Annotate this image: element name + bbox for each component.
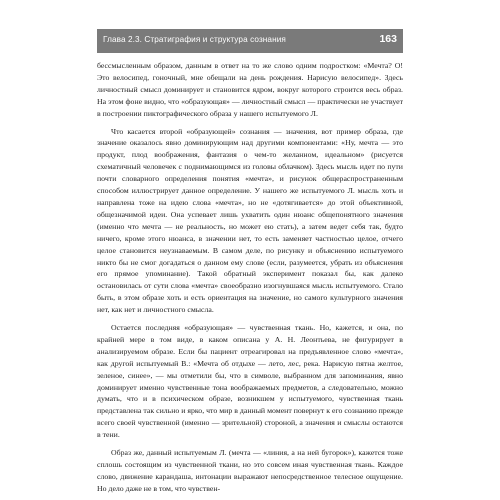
paragraph: Образ же, данный испытуемым Л. (мечта — «линия, а на ней бугорок»), кажется тоже сплошь состоящим из чувственной ткани, но это совсем иная чувственная ткань. Каждое слово, движение карандаша, интонации выражают непосредственное телесное ощущение. Но дело даже не в том, что чувствен- <box>97 448 403 493</box>
paragraph: Что касается второй «образующей» сознания — значения, вот пример образа, где значение оказалось явно доминирующим над другими компонентами: «Ну, мечта — это продукт, плод воображения, фантазия о чем-то желанном, идеальном» (рисуется схематичный человечек с поднимающимся из головы облачком). Здесь мысль идет по пути почти словарного определения понятия «мечта», и рисунок общераспространенным способом иллюстрирует данное определение. У нашего же испытуемого Л. мысль хоть и направлена тоже на идею слова «мечта», но не «дотягивается» до этой объективной, общезначимой идеи. Она успевает лишь ухватить один нюанс общепонятного значения (именно что мечта — не реальность, но может ею стать), а затем ведет себя так, будто ничего, кроме этого нюанса, в значении нет, то есть заменяет частностью целое, отчего целое становится неузнаваемым. В самом деле, по рисунку и объяснению испытуемого никто бы не смог догадаться о данном ему слове (если, разумеется, убрать из объяснения его прямое упоминание). Такой обратный эксперимент показал бы, как далеко остановилась от сути слова «мечта» своеобразно изогнувшаяся мысль испытуемого. Стало быть, в этом образе хоть и есть ориентация на значение, но самого культурного значения нет, как нет и личностного смысла. <box>97 126 403 315</box>
paragraph: Остается последняя «образующая» — чувственная ткань. Но, кажется, и она, по крайней мере в том виде, в каком описана у А. Н. Леонтьева, не фигурирует в анализируемом образе. Если бы пациент отреагировал на предъявленное слово «мечта», как другой испытуемый В.: «Мечта об отдыхе — лето, лес, река. Нарисую пятна желтое, зеленое, синее», — мы отметили бы, что в символе, выбранном для запоминания, явно доминирует именно чувственные тона воображаемых предметов, а следовательно, можно думать, что и в психическом образе, возникшем у испытуемого, чувственная ткань представлена так сильно и ярко, что мир в данный момент повернут к его сознанию прежде всего своей чувственной (именно — зрительной) стороной, а значения и смыслы остаются в тени. <box>97 323 403 440</box>
chapter-title: Глава 2.3. Стратиграфия и структура сознания <box>103 35 286 44</box>
paragraph: бессмысленным образом, данным в ответ на то же слово одним подростком: «Мечта? О! Это велосипед, гоночный, мне обещали на день рождения. Нарисую велосипед». Здесь личностный смысл доминирует и становится ядром, вокруг которого строится весь образ. На этом фоне видно, что «образующая» — личностный смысл — практически не участвует в построении пиктографического образа у нашего испытуемого Л. <box>97 61 403 118</box>
page-body <box>97 60 403 495</box>
page-number: 163 <box>379 33 397 45</box>
running-header <box>97 29 403 53</box>
